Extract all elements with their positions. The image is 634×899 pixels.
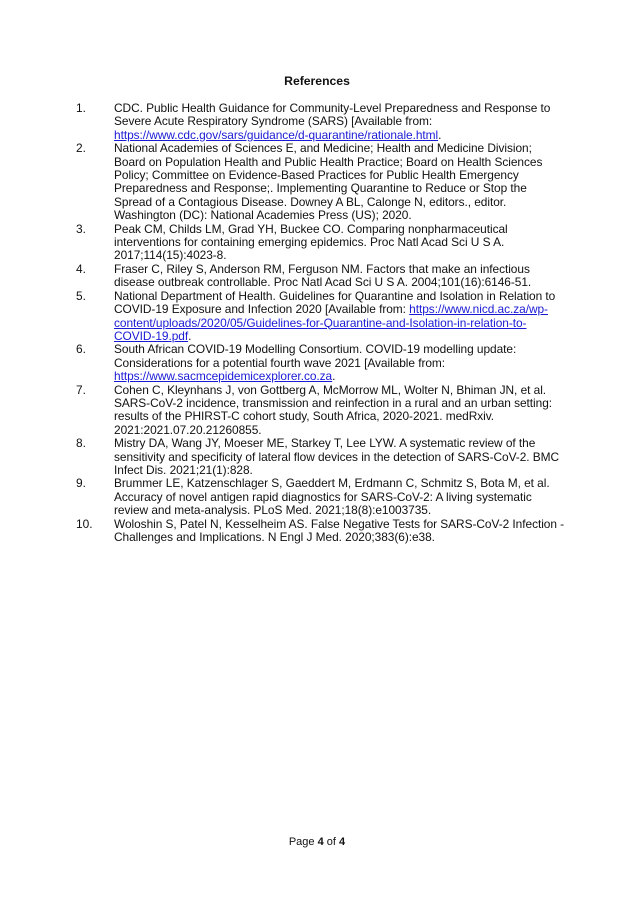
reference-link[interactable]: https://www.sacmcepidemicexplorer.co.za (114, 369, 333, 384)
reference-number: 10. (76, 516, 93, 531)
reference-link[interactable]: https://www.nicd.ac.za/wp-content/uploads/2020/05/Guidelines-for-Quarantine-and-Isolation-in-relation-to-COVID-19.pdf (114, 302, 548, 343)
reference-text: Fraser C, Riley S, Anderson RM, Ferguson NM. Factors that make an infectious disease outbreak controllable. Proc Natl Acad Sci U S A. 2004;101(16):6146-51. (114, 261, 532, 290)
reference-list (76, 102, 566, 544)
reference-item (76, 384, 566, 438)
reference-text: Woloshin S, Patel N, Kesselheim AS. False Negative Tests for SARS-CoV-2 Infection - Challenges and Implications. N Engl J Med. 2020;383(6):e38. (114, 516, 565, 544)
reference-item (76, 518, 566, 545)
reference-item (76, 290, 566, 344)
reference-link[interactable]: https://www.cdc.gov/sars/guidance/d-quarantine/rationale.html (114, 127, 439, 142)
total-pages: 4 (339, 836, 346, 848)
reference-number: 6. (76, 342, 86, 357)
reference-text: CDC. Public Health Guidance for Community-Level Preparedness and Response to Severe Acute Respiratory Syndrome (SARS) [Available from: https://www.cdc.gov/sars/guidance/d-quarantine/rationale.html. (114, 101, 551, 142)
reference-item (76, 263, 566, 290)
reference-number: 4. (76, 261, 86, 276)
reference-number: 9. (76, 476, 86, 491)
reference-number: 1. (76, 101, 86, 115)
reference-number: 8. (76, 436, 86, 451)
reference-text: Mistry DA, Wang JY, Moeser ME, Starkey T, Lee LYW. A systematic review of the sensitivity and specificity of lateral flow devices in the detection of SARS-CoV-2. BMC Infect Dis. 2021;21(1):828. (114, 436, 560, 477)
reference-text: Brummer LE, Katzenschlager S, Gaeddert M, Erdmann C, Schmitz S, Bota M, et al. Accuracy of novel antigen rapid diagnostics for SARS-CoV-2: A living systematic review and meta-analysis. PLoS Med. 2021;18(8):e1003735. (114, 476, 550, 518)
reference-item (76, 437, 566, 477)
reference-text: South African COVID-19 Modelling Consortium. COVID-19 modelling update: Considerations for a potential fourth wave 2021 [Available from: https://www.sacmcepidemicexplorer.co.za. (114, 342, 517, 384)
reference-text: National Academies of Sciences E, and Medicine; Health and Medicine Division; Board on Population Health and Public Health Practice; Board on Health Sciences Policy; Committee on Evidence-Based Practices for Public Health Emergency Preparedness and Response;. Implementing Quarantine to Reduce or Stop the Spread of a Contagious Disease. Downey A BL, Calonge N, editors., editor. Washington (DC): National Academies Press (US); 2020. (114, 141, 543, 223)
reference-text: National Department of Health. Guidelines for Quarantine and Isolation in Relation to COVID-19 Exposure and Infection 2020 [Available from: https://www.nicd.ac.za/wp-content/uploads/2020/05/Guidelines-for-Quarantine-and-Isolation-in-relation-to-COVID-19.pdf. (114, 288, 556, 343)
reference-number: 7. (76, 382, 86, 397)
current-page: 4 (317, 836, 324, 848)
reference-number: 5. (76, 288, 86, 303)
reference-item (76, 223, 566, 263)
references-heading: References (284, 74, 350, 88)
reference-item (76, 142, 566, 222)
reference-number: 2. (76, 141, 86, 156)
reference-text: Cohen C, Kleynhans J, von Gottberg A, McMorrow ML, Wolter N, Bhiman JN, et al. SARS-CoV-2 incidence, transmission and reinfection in a rural and an urban setting: results of the PHIRST-C cohort study, South Africa, 2020-2021. medRxiv. 2021:2021.07.20.21260855. (114, 382, 553, 437)
reference-item (76, 343, 566, 383)
reference-text: Peak CM, Childs LM, Grad YH, Buckee CO. Comparing nonpharmaceutical interventions for containing emerging epidemics. Proc Natl Acad Sci U S A. 2017;114(15):4023-8. (114, 221, 508, 263)
page-footer: Page 4 of 4 (288, 836, 346, 848)
reference-number: 3. (76, 221, 86, 236)
reference-item (76, 102, 566, 142)
reference-item (76, 477, 566, 517)
